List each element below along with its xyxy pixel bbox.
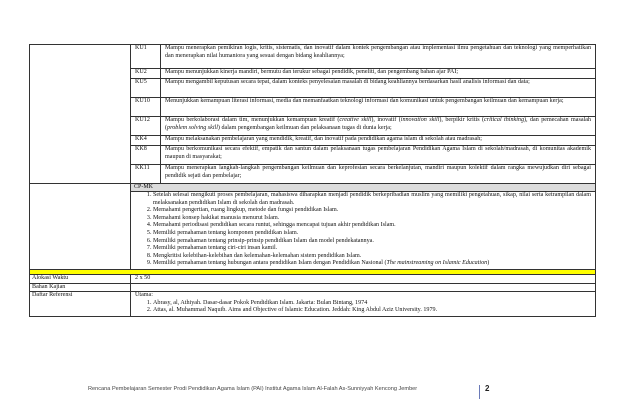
list-item: 6. Memiliki pemahaman tentang prinsip-prinsip pendidikan Islam dan model pendekatannya. (153, 238, 591, 246)
table-row (30, 292, 596, 317)
list-item: 3. Memahami konsep hakikat manusia menurut Islam. (153, 215, 591, 223)
referensi-cell (131, 292, 596, 317)
referensi-list (131, 300, 595, 316)
ku-code: KU1 (131, 45, 161, 69)
alokasi-label: Alokasi Waktu (30, 274, 131, 283)
empty-label-cell (30, 184, 131, 270)
ku-description: Mampu menerapkan pemikiran logis, kritis, sistematis, dan inovatif dalam kontek pengembangan atau implementasi ilmu pengetahuan dan teknologi yang memperhatikan dan menerapkan nilai humaniora yang sesuai dengan bidang keahliannya; (161, 45, 596, 69)
ku-code: KU10 (131, 98, 161, 117)
table-row (30, 184, 596, 192)
list-item: 8. Mengkritisi kelebihan-kelebihan dan kelemahan-kelemahan sistem pendidikan Islam. (153, 253, 591, 261)
ku-code: KK11 (131, 165, 161, 184)
cpmk-list-cell (131, 192, 596, 270)
empty-label-cell (30, 45, 131, 184)
footer-divider (479, 385, 480, 399)
list-item: 7. Memiliki pemahaman tentang ciri-ciri insan kamil. (153, 245, 591, 253)
rps-table (29, 44, 596, 317)
ku-description: Mampu berkomunikasi secara efektif, empatik dan santun dalam pelaksanaan tugas pembelajaran Pendidikan Agama Islam di sekolah/madrasah, di komunitas akademik maupun di masyarakat; (161, 146, 596, 165)
cpmk-list (131, 192, 595, 269)
ku-code: KK4 (131, 136, 161, 146)
list-item: 5. Memiliki pemahaman tentang komponen pendidikan islam. (153, 230, 591, 238)
list-item: 2. Attas, al. Muhammad Naquib. Aims and Objective of Islamic Education. Jeddah: King Abdul Aziz University. 1979. (153, 307, 591, 315)
list-item: 2. Memahami pengertian, ruang lingkup, metode dan fungsi pendidikan Islam. (153, 207, 591, 215)
table-row (30, 45, 596, 69)
list-item: 1. Setelah selesai mengikuti proses pembelajaran, mahasiswa diharapkan menjadi pendidik berkepribadian muslim yang memiliki pengetahuan, sikap, nilai serta ketrampilan dalam melaksanakan pendidikan Islam di sekolah dan madrasah. (153, 192, 591, 207)
cpmk-heading: CP-MK (131, 184, 596, 192)
referensi-label: Daftar Referensi (30, 292, 131, 317)
footer-text: Rencana Pembelajaran Semester Prodi Pendidikan Agama Islam (PAI) Institut Agama Islam Al-Falah As-Sunniyyah Kencong Jember (88, 386, 418, 392)
ku-description: Mampu melaksanakan pembelajaran yang mendidik, kreatif, dan inovatif pada pendidikan agama islam di sekolah atau madrasah; (161, 136, 596, 146)
list-item: 9. Memiliki pemahaman tentang hubungan antara pendidikan Islam dengan Pendidikan Nasional (The mainstreaming on Islamic Education) (153, 260, 591, 268)
page-footer (0, 385, 638, 399)
referensi-heading: Utama: (135, 292, 153, 299)
rps-page (29, 44, 595, 317)
alokasi-value: 2 x 50 (131, 274, 596, 283)
table-row (30, 274, 596, 283)
ku-description: Mampu berkolaborasi dalam tim, menunjukkan kemampuan kreatif (creative skill), inovatif (innovation skill), berpikir kritis (critical thinking), dan pemecahan masalah (problem solving skill) dalam pengembangan keilmuan dan pelaksanaan tugas di dunia kerja; (161, 117, 596, 136)
ku-description: Mampu menerapkan langkah-langkah pengembangan keilmuan dan keprofesian secara berkelanjutan, mandiri maupun kolektif dalam rangka mewujudkan diri sebagai pendidik sejati dan pembelajar; (161, 165, 596, 184)
ku-code: KU2 (131, 69, 161, 79)
ku-code: KK8 (131, 146, 161, 165)
ku-description: Mampu menunjukkan kinerja mandiri, bermutu dan terukur sebagai pendidik, peneliti, dan pengembang bahan ajar PAI; (161, 69, 596, 79)
page-number: 2 (485, 384, 490, 393)
ku-description: Mampu mengambil keputusan secara tepat, dalam konteks penyelesaian masalah di bidang keahliannya berdasarkan hasil analisis informasi dan data; (161, 79, 596, 98)
bahan-value (131, 283, 596, 292)
ku-code: KU12 (131, 117, 161, 136)
ku-code: KU5 (131, 79, 161, 98)
list-item: 1. Abrasy, al, Athiyah. Dasar-dasar Pokok Pendidikan Islam. Jakarta: Bulan Bintang, 1974 (153, 300, 591, 308)
ku-description: Menunjukkan kemampuan literasi informasi, media dan memanfaatkan teknologi informasi dan komunikasi untuk pengembangan keilmuan dan kemampuan kerja; (161, 98, 596, 117)
table-row (30, 283, 596, 292)
list-item: 4. Memahami periodisasi pendidikan secara runtut, sehingga mencapai tujuan akhir pendidikan Islam. (153, 222, 591, 230)
bahan-label: Bahan Kajian (30, 283, 131, 292)
